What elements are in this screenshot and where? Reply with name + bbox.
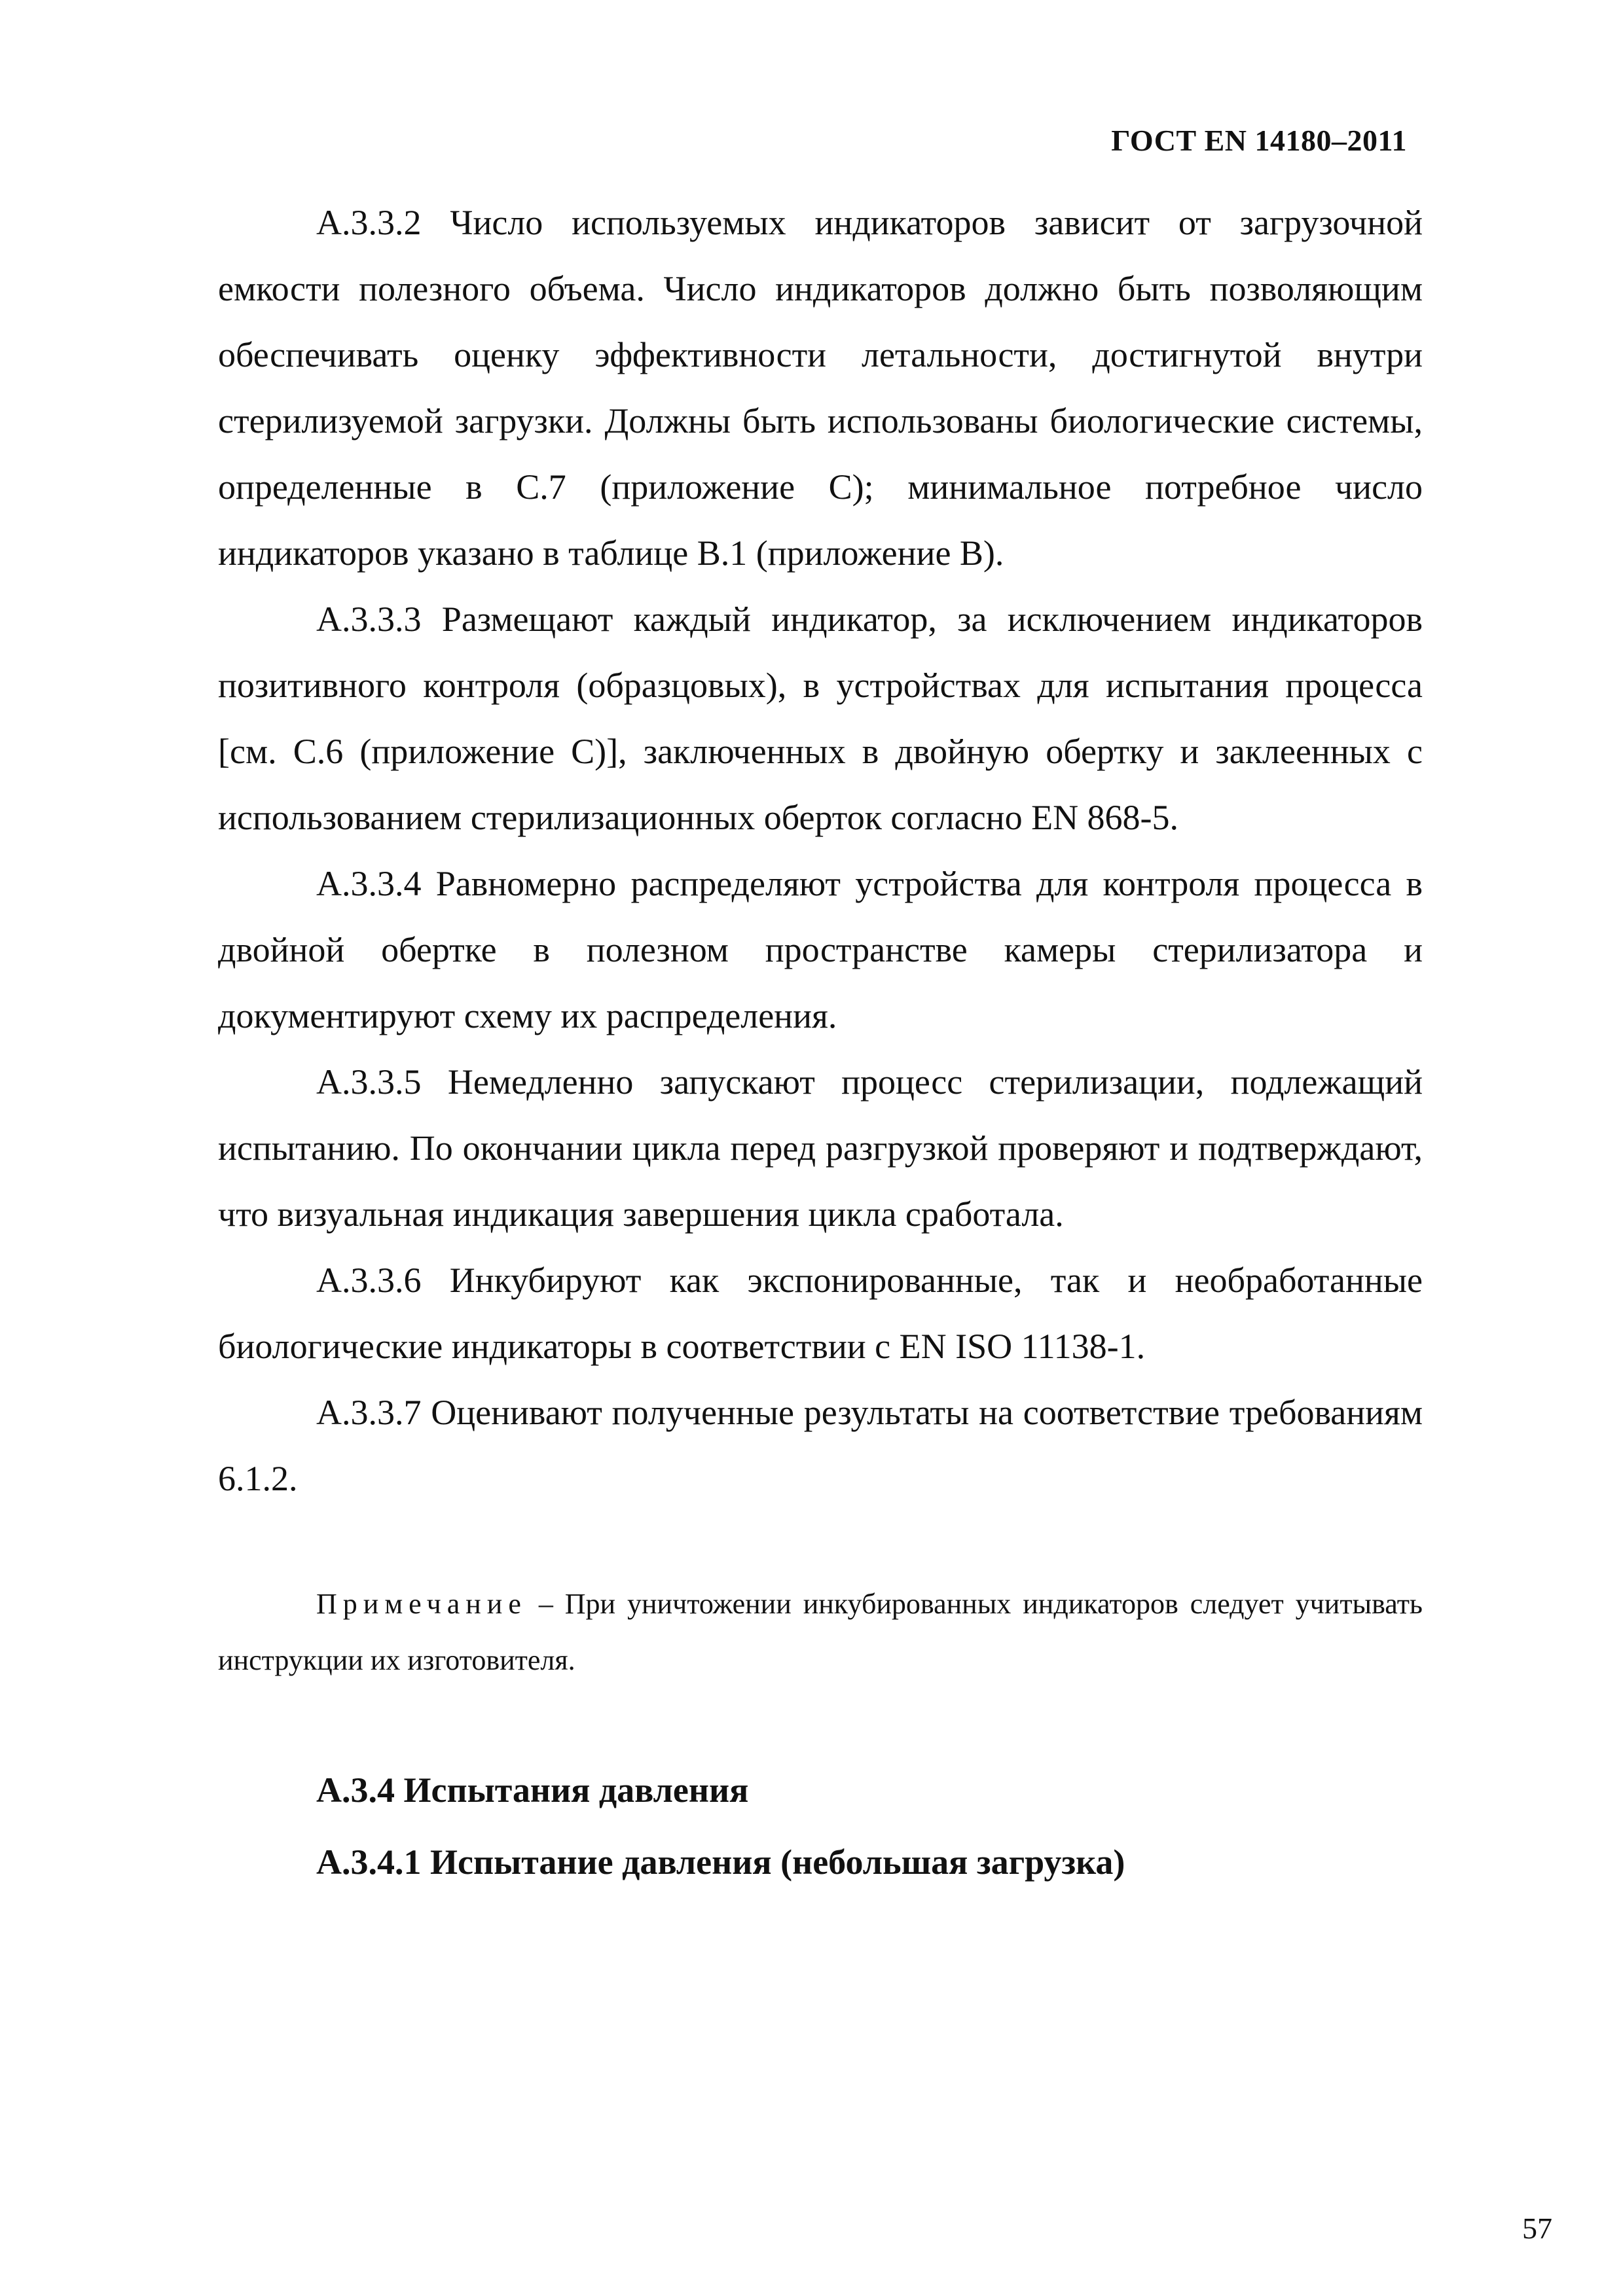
paragraph-a-3-3-5: А.3.3.5 Немедленно запускают процесс стерилизации, подлежащий испытанию. По окончании цикла перед разгрузкой проверяют и подтверждают, что визуальная индикация завершения цикла сработала. bbox=[218, 1062, 1423, 1234]
paragraph-a-3-3-4: А.3.3.4 Равномерно распределяют устройства для контроля процесса в двойной обертке в полезном пространстве камеры стерилизатора и документируют схему их распределения. bbox=[218, 864, 1423, 1035]
section-heading-a-3-4: А.3.4 Испытания давления bbox=[316, 1770, 749, 1810]
document-code-header: ГОСТ EN 14180–2011 bbox=[1111, 124, 1407, 157]
note-text: – При уничтожении инкубированных индикаторов следует учитывать инструкции их изготовителя. bbox=[218, 1588, 1423, 1676]
note-block bbox=[218, 1576, 1423, 1689]
page-body bbox=[218, 190, 1423, 1898]
paragraph-a-3-3-3: А.3.3.3 Размещают каждый индикатор, за исключением индикаторов позитивного контроля (образцовых), в устройствах для испытания процесса [см. С.6 (приложение С)], заключенных в двойную обертку и заклеенных с использованием стерилизационных оберток согласно EN 868-5. bbox=[218, 600, 1423, 837]
paragraph-a-3-3-2: А.3.3.2 Число используемых индикаторов зависит от загрузочной емкости полезного объема. Число индикаторов должно быть позволяющим обеспечивать оценку эффективности летальности, достигнутой внутри стерилизуемой загрузки. Должны быть использованы биологические системы, определенные в С.7 (приложение С); минимальное потребное число индикаторов указано в таблице В.1 (приложение В). bbox=[218, 203, 1423, 573]
note-label: Примечание bbox=[316, 1588, 527, 1620]
page-number: 57 bbox=[1522, 2212, 1552, 2245]
paragraph-a-3-3-7: А.3.3.7 Оценивают полученные результаты на соответствие требованиям 6.1.2. bbox=[218, 1393, 1423, 1498]
section-heading-a-3-4-1: А.3.4.1 Испытание давления (небольшая загрузка) bbox=[316, 1842, 1125, 1882]
paragraph-a-3-3-6: А.3.3.6 Инкубируют как экспонированные, так и необработанные биологические индикаторы в соответствии с EN ISO 11138-1. bbox=[218, 1261, 1423, 1366]
